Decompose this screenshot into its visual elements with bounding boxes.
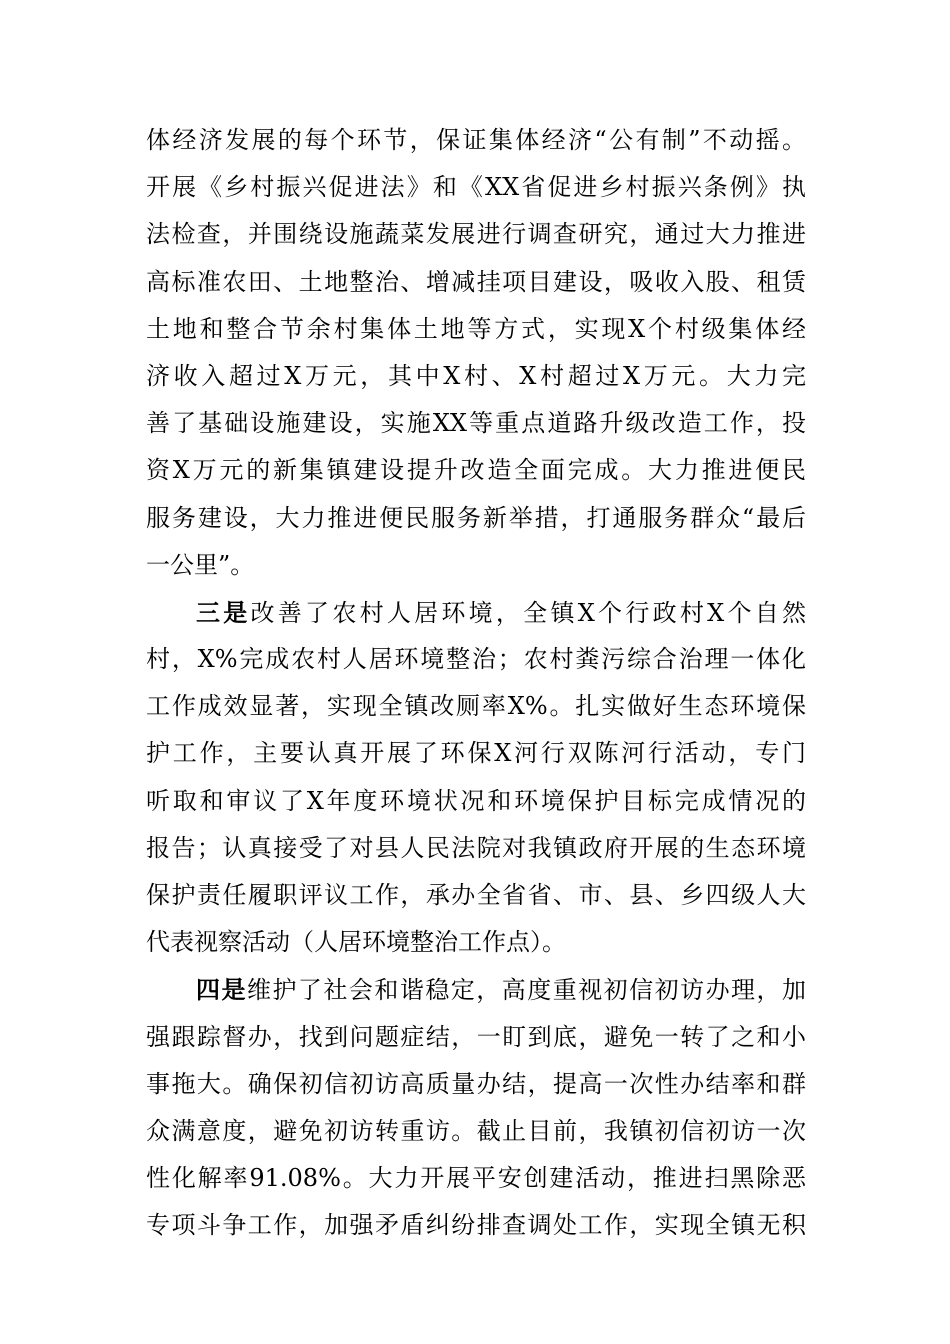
text-line: 土地和整合节余村集体土地等方式，实现X个村级集体经 — [146, 314, 806, 343]
text-line: 专项斗争工作，加强矛盾纠纷排查调处工作，实现全镇无积 — [146, 1211, 806, 1240]
paragraph-lead: 三是 — [196, 597, 251, 627]
paragraph-text: 维护了社会和谐稳定，高度重视初信初访办理，加 — [246, 976, 807, 1005]
text-line: 一公里”。 — [146, 550, 255, 579]
paragraph-text: 改善了农村人居环境，全镇X个行政村X个自然 — [250, 598, 806, 627]
paragraph-four-first-line — [146, 966, 806, 1013]
text-line: 事拖大。确保初信初访高质量办结，提高一次性办结率和群 — [146, 1069, 806, 1098]
text-line: 代表视察活动（人居环境整治工作点）。 — [146, 928, 566, 957]
text-line: 众满意度，避免初访转重访。截止目前，我镇初信初访一次 — [146, 1116, 806, 1145]
text-line: 体经济发展的每个环节，保证集体经济“公有制”不动摇。 — [146, 126, 806, 154]
paragraph-three-first-line — [146, 589, 806, 636]
text-line: 开展《乡村振兴促进法》和《XX省促进乡村振兴条例》执 — [146, 173, 806, 202]
text-line: 听取和审议了X年度环境状况和环境保护目标完成情况的 — [146, 786, 806, 815]
document-body — [146, 117, 806, 1250]
text-line: 济收入超过X万元，其中X村、X村超过X万元。大力完 — [146, 361, 806, 390]
text-line: 护工作，主要认真开展了环保X河行双陈河行活动，专门 — [146, 739, 806, 768]
text-line: 服务建设，大力推进便民服务新举措，打通服务群众“最后 — [146, 503, 806, 532]
text-line: 强跟踪督办，找到问题症结，一盯到底，避免一转了之和小 — [146, 1022, 806, 1051]
text-line: 村，X%完成农村人居环境整治；农村粪污综合治理一体化 — [146, 645, 806, 674]
paragraph-lead: 四是 — [196, 975, 247, 1005]
text-line: 法检查，并围绕设施蔬菜发展进行调查研究，通过大力推进 — [146, 220, 806, 249]
text-line: 工作成效显著，实现全镇改厕率X%。扎实做好生态环境保 — [146, 692, 806, 721]
text-line: 保护责任履职评议工作，承办全省省、市、县、乡四级人大 — [146, 881, 806, 909]
text-line: 报告；认真接受了对县人民法院对我镇政府开展的生态环境 — [146, 833, 806, 862]
text-line: 性化解率91.08%。大力开展平安创建活动，推进扫黑除恶 — [146, 1164, 806, 1193]
text-line: 资X万元的新集镇建设提升改造全面完成。大力推进便民 — [146, 456, 806, 485]
text-line: 高标准农田、土地整治、增减挂项目建设，吸收入股、租赁 — [146, 267, 806, 296]
text-line: 善了基础设施建设，实施XX等重点道路升级改造工作，投 — [146, 409, 806, 438]
